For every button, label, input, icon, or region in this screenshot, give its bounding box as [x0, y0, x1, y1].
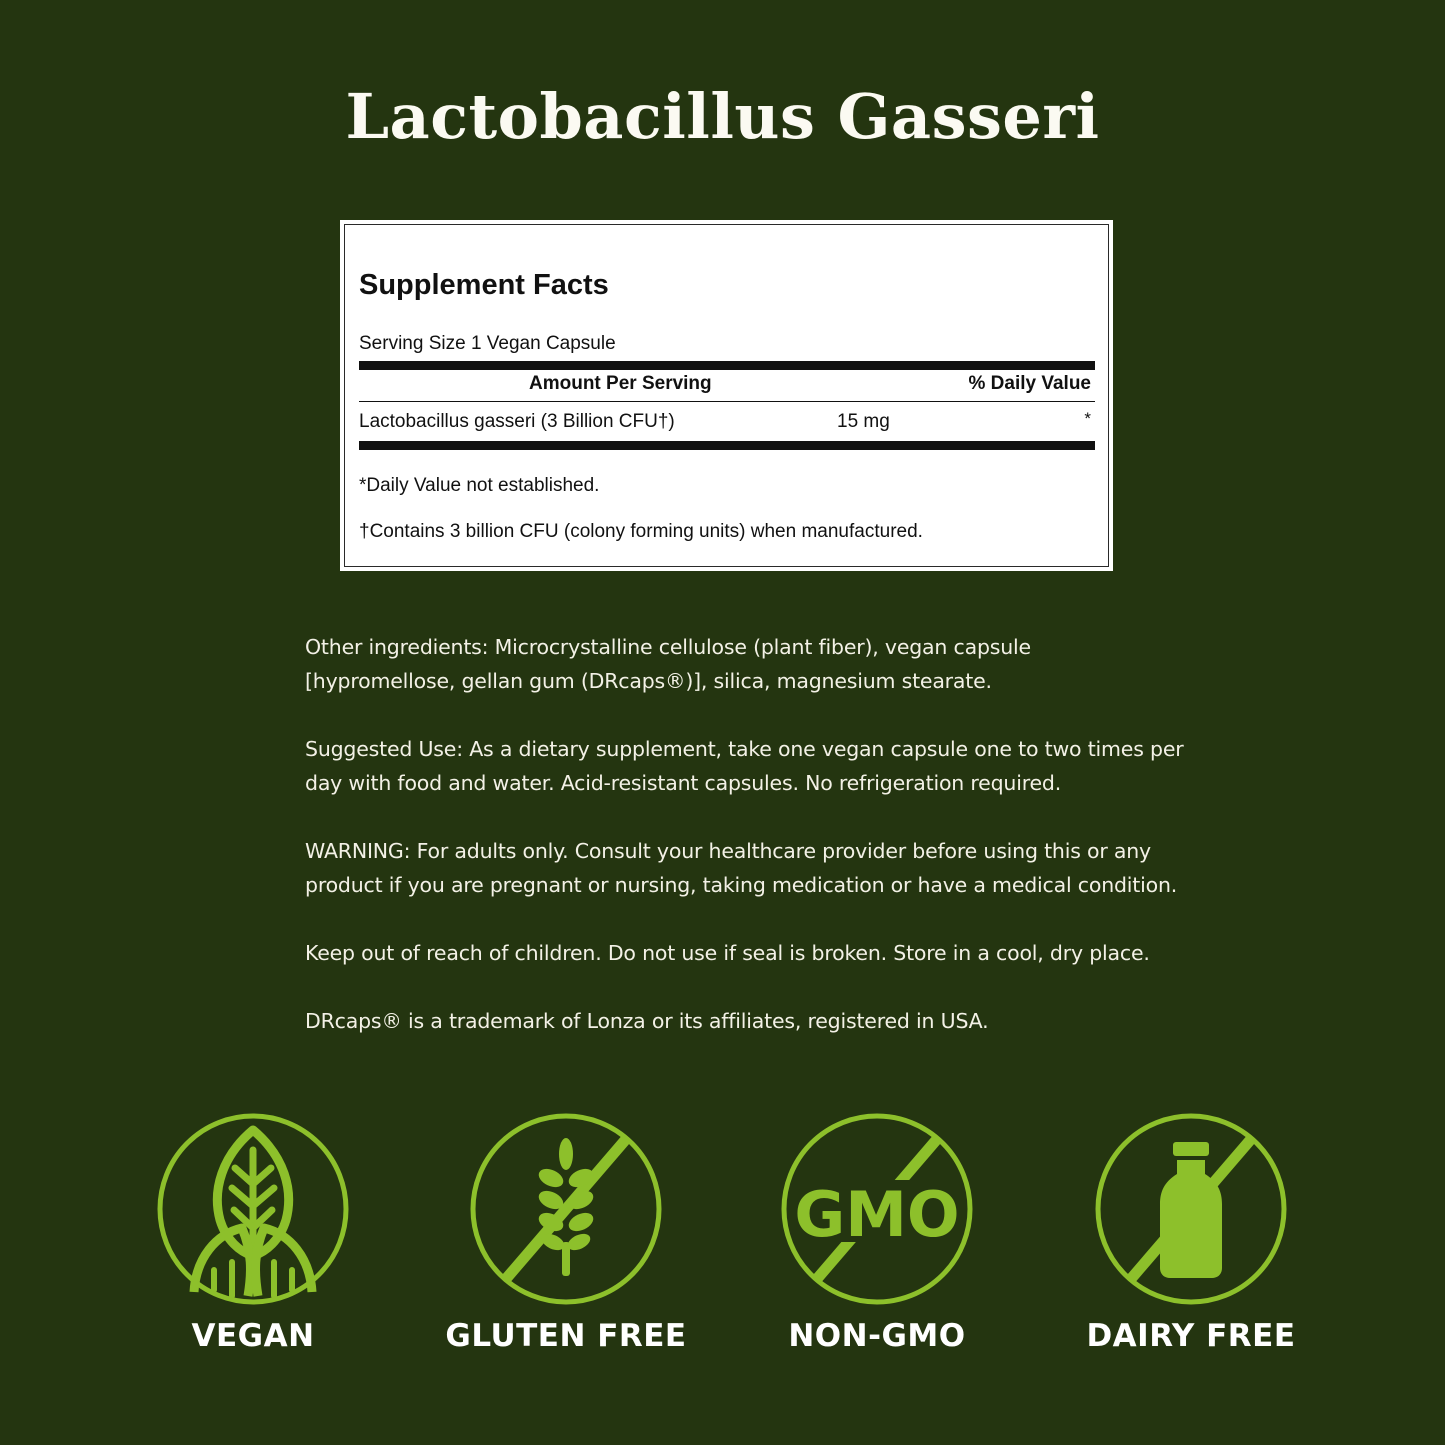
supplement-facts-border	[344, 224, 1109, 567]
thick-rule-top	[359, 361, 1095, 370]
gmo-text: GMO	[794, 1178, 960, 1251]
supplement-facts-panel	[340, 220, 1113, 571]
serving-size: Serving Size 1 Vegan Capsule	[359, 333, 616, 354]
product-title: Lactobacillus Gasseri	[345, 80, 1100, 153]
warning: WARNING: For adults only. Consult your healthcare provider before using this or any product if you are pregnant or nursing, taking medication or have a medical condition.	[305, 839, 1178, 897]
ingredient-name: Lactobacillus gasseri (3 Billion CFU†)	[359, 411, 675, 432]
wheat-crossed-icon	[469, 1112, 663, 1306]
product-info-text	[305, 630, 1185, 1072]
ingredient-amount: 15 mg	[837, 411, 890, 432]
amount-per-serving-header: Amount Per Serving	[529, 373, 712, 394]
badge-vegan	[103, 1112, 403, 1372]
badge-label: NON-GMO	[788, 1318, 966, 1354]
badge-label: VEGAN	[191, 1318, 315, 1354]
thin-rule	[359, 401, 1095, 402]
ingredient-daily-value: *	[1084, 409, 1091, 428]
leaf-icon	[156, 1112, 350, 1306]
thick-rule-bottom	[359, 441, 1095, 450]
badge-label: GLUTEN FREE	[445, 1318, 687, 1354]
footnote-daily-value: *Daily Value not established.	[359, 475, 600, 496]
footnote-cfu: †Contains 3 billion CFU (colony forming units) when manufactured.	[359, 521, 923, 542]
trademark-note: DRcaps® is a trademark of Lonza or its affiliates, registered in USA.	[305, 1009, 989, 1033]
supplement-facts-heading: Supplement Facts	[359, 269, 609, 301]
milk-bottle-crossed-icon	[1094, 1112, 1288, 1306]
badge-non-gmo	[727, 1112, 1027, 1372]
gmo-crossed-icon	[780, 1112, 974, 1306]
badge-dairy-free	[1041, 1112, 1341, 1372]
other-ingredients: Other ingredients: Microcrystalline cellulose (plant fiber), vegan capsule [hypromellose, gellan gum (DRcaps®)], silica, magnesium stearate.	[305, 635, 1031, 693]
suggested-use: Suggested Use: As a dietary supplement, take one vegan capsule one to two times per day with food and water. Acid-resistant capsules. No refrigeration required.	[305, 737, 1184, 795]
storage-note: Keep out of reach of children. Do not use if seal is broken. Store in a cool, dry place.	[305, 941, 1150, 965]
daily-value-header: % Daily Value	[968, 373, 1091, 394]
badge-label: DAIRY FREE	[1086, 1318, 1296, 1354]
badge-gluten-free	[416, 1112, 716, 1372]
